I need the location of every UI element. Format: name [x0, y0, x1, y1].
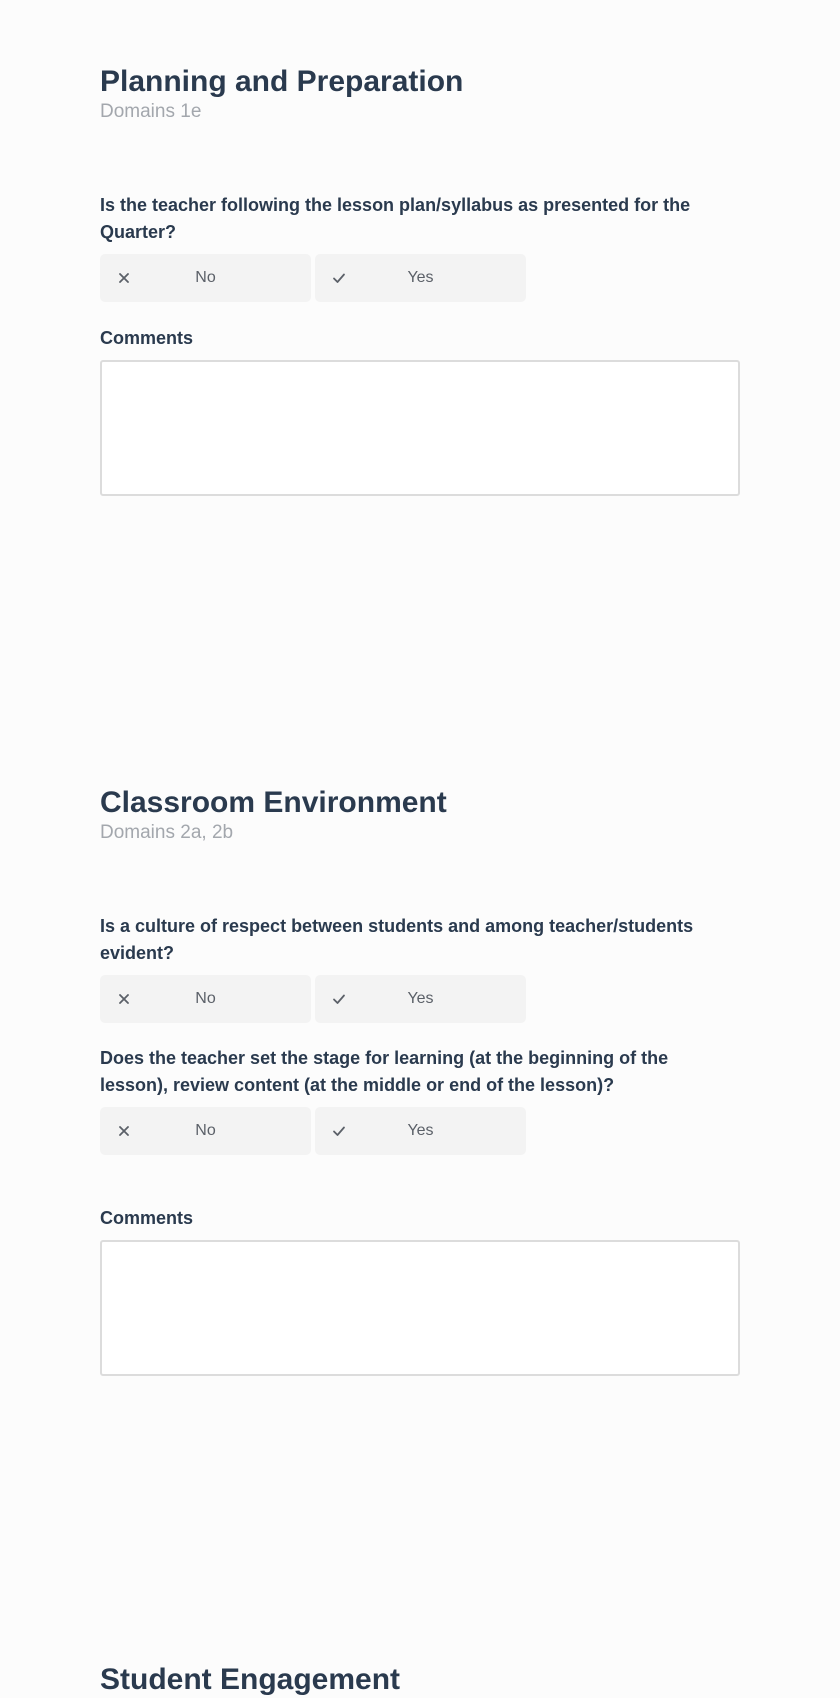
no-label: No: [195, 269, 216, 286]
comments-group-planning: [100, 326, 740, 496]
section-subtitle: Domains 1e: [100, 101, 202, 122]
no-label: No: [195, 990, 216, 1007]
question-text: Is the teacher following the lesson plan/syllabus as presented for the Quarter?: [100, 195, 691, 242]
yes-label: Yes: [407, 990, 434, 1007]
comments-textarea[interactable]: [100, 1240, 740, 1376]
section-classroom-environment: [100, 785, 740, 845]
question-text: Is a culture of respect between students and among teacher/students evident?: [100, 916, 694, 963]
yes-label: Yes: [407, 269, 434, 286]
yes-label: Yes: [407, 1122, 434, 1139]
question-lesson-plan: [100, 192, 740, 302]
yes-no-choices: [100, 1107, 740, 1155]
yes-button[interactable]: [315, 975, 526, 1023]
yes-no-choices: [100, 254, 740, 302]
yes-no-choices: [100, 975, 740, 1023]
comments-label: Comments: [100, 328, 194, 348]
question-set-the-stage: [100, 1045, 740, 1155]
question-text: Does the teacher set the stage for learning (at the beginning of the lesson), review content (at the middle or end of the lesson)?: [100, 1048, 669, 1095]
no-button[interactable]: [100, 1107, 311, 1155]
no-button[interactable]: [100, 975, 311, 1023]
section-subtitle: Domains 2a, 2b: [100, 822, 234, 843]
section-title: Classroom Environment: [100, 786, 447, 819]
comments-group-classroom: [100, 1206, 740, 1376]
question-culture-of-respect: [100, 913, 740, 1023]
section-student-engagement: [100, 1662, 740, 1698]
comments-textarea[interactable]: [100, 360, 740, 496]
comments-label: Comments: [100, 1208, 194, 1228]
section-title: Student Engagement: [100, 1663, 401, 1696]
yes-button[interactable]: [315, 1107, 526, 1155]
section-planning-preparation: [100, 64, 740, 124]
yes-button[interactable]: [315, 254, 526, 302]
no-button[interactable]: [100, 254, 311, 302]
no-label: No: [195, 1122, 216, 1139]
section-title: Planning and Preparation: [100, 65, 464, 98]
